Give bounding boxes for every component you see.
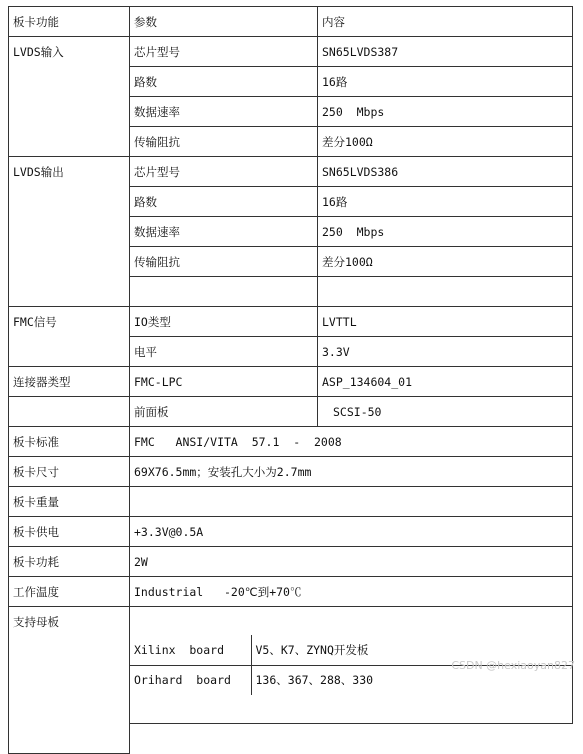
param-cell: 数据速率 xyxy=(130,97,318,127)
value-cell: 差分100Ω xyxy=(318,247,573,277)
table-row xyxy=(9,397,573,427)
consumption-label: 板卡功耗 xyxy=(9,547,130,577)
table-row xyxy=(9,427,573,457)
carrier-board: Orihard board xyxy=(130,665,251,695)
lvds-out-label: LVDS输出 xyxy=(9,157,130,307)
size-value: 69X76.5mm；安装孔大小为2.7mm xyxy=(130,457,573,487)
temperature-label: 工作温度 xyxy=(9,577,130,607)
param-cell: 芯片型号 xyxy=(130,157,318,187)
table-row xyxy=(9,547,573,577)
value-cell: SN65LVDS386 xyxy=(318,157,573,187)
standard-label: 板卡标准 xyxy=(9,427,130,457)
param-cell: 传输阻抗 xyxy=(130,247,318,277)
value-cell: SCSI-50 xyxy=(318,397,573,427)
table-row xyxy=(9,487,573,517)
table-row xyxy=(9,307,573,337)
table-row xyxy=(9,367,573,397)
param-cell: 电平 xyxy=(130,337,318,367)
power-label: 板卡供电 xyxy=(9,517,130,547)
param-cell: 传输阻抗 xyxy=(130,127,318,157)
table-row xyxy=(9,37,573,67)
table-row xyxy=(9,157,573,187)
param-cell: 芯片型号 xyxy=(130,37,318,67)
value-cell: LVTTL xyxy=(318,307,573,337)
param-cell: 前面板 xyxy=(130,397,318,427)
power-value: +3.3V@0.5A xyxy=(130,517,573,547)
value-cell: ASP_134604_01 xyxy=(318,367,573,397)
value-cell: 250 Mbps xyxy=(318,97,573,127)
temperature-value: Industrial -20℃到+70℃ xyxy=(130,577,573,607)
empty-cell xyxy=(130,277,318,307)
empty-cell xyxy=(318,277,573,307)
standard-value: FMC ANSI/VITA 57.1 - 2008 xyxy=(130,427,573,457)
param-cell: 路数 xyxy=(130,67,318,97)
value-cell: SN65LVDS387 xyxy=(318,37,573,67)
header-function: 板卡功能 xyxy=(9,7,130,37)
table-row xyxy=(9,517,573,547)
param-cell: 路数 xyxy=(130,187,318,217)
param-cell: 数据速率 xyxy=(130,217,318,247)
table-row xyxy=(9,577,573,607)
value-cell: 3.3V xyxy=(318,337,573,367)
watermark: CSDN @hexiaoyan827 xyxy=(451,659,575,672)
consumption-value: 2W xyxy=(130,547,573,577)
weight-label: 板卡重量 xyxy=(9,487,130,517)
value-cell: 250 Mbps xyxy=(318,217,573,247)
carrier-models: V5、K7、ZYNQ开发板 xyxy=(251,635,572,665)
carrier-models: 136、367、288、330 xyxy=(251,665,572,695)
value-cell: 16路 xyxy=(318,67,573,97)
empty-cell xyxy=(9,397,130,427)
weight-value xyxy=(130,487,573,517)
carrier-board: Xilinx board xyxy=(130,635,251,665)
param-cell: FMC-LPC xyxy=(130,367,318,397)
table-header-row xyxy=(9,7,573,37)
spec-table xyxy=(8,6,573,754)
carrier-label: 支持母板 xyxy=(9,607,130,754)
size-label: 板卡尺寸 xyxy=(9,457,130,487)
value-cell: 差分100Ω xyxy=(318,127,573,157)
lvds-in-label: LVDS输入 xyxy=(9,37,130,157)
table-row xyxy=(9,457,573,487)
connector-label: 连接器类型 xyxy=(9,367,130,397)
fmc-label: FMC信号 xyxy=(9,307,130,367)
header-param: 参数 xyxy=(130,7,318,37)
value-cell: 16路 xyxy=(318,187,573,217)
param-cell: IO类型 xyxy=(130,307,318,337)
header-content: 内容 xyxy=(318,7,573,37)
